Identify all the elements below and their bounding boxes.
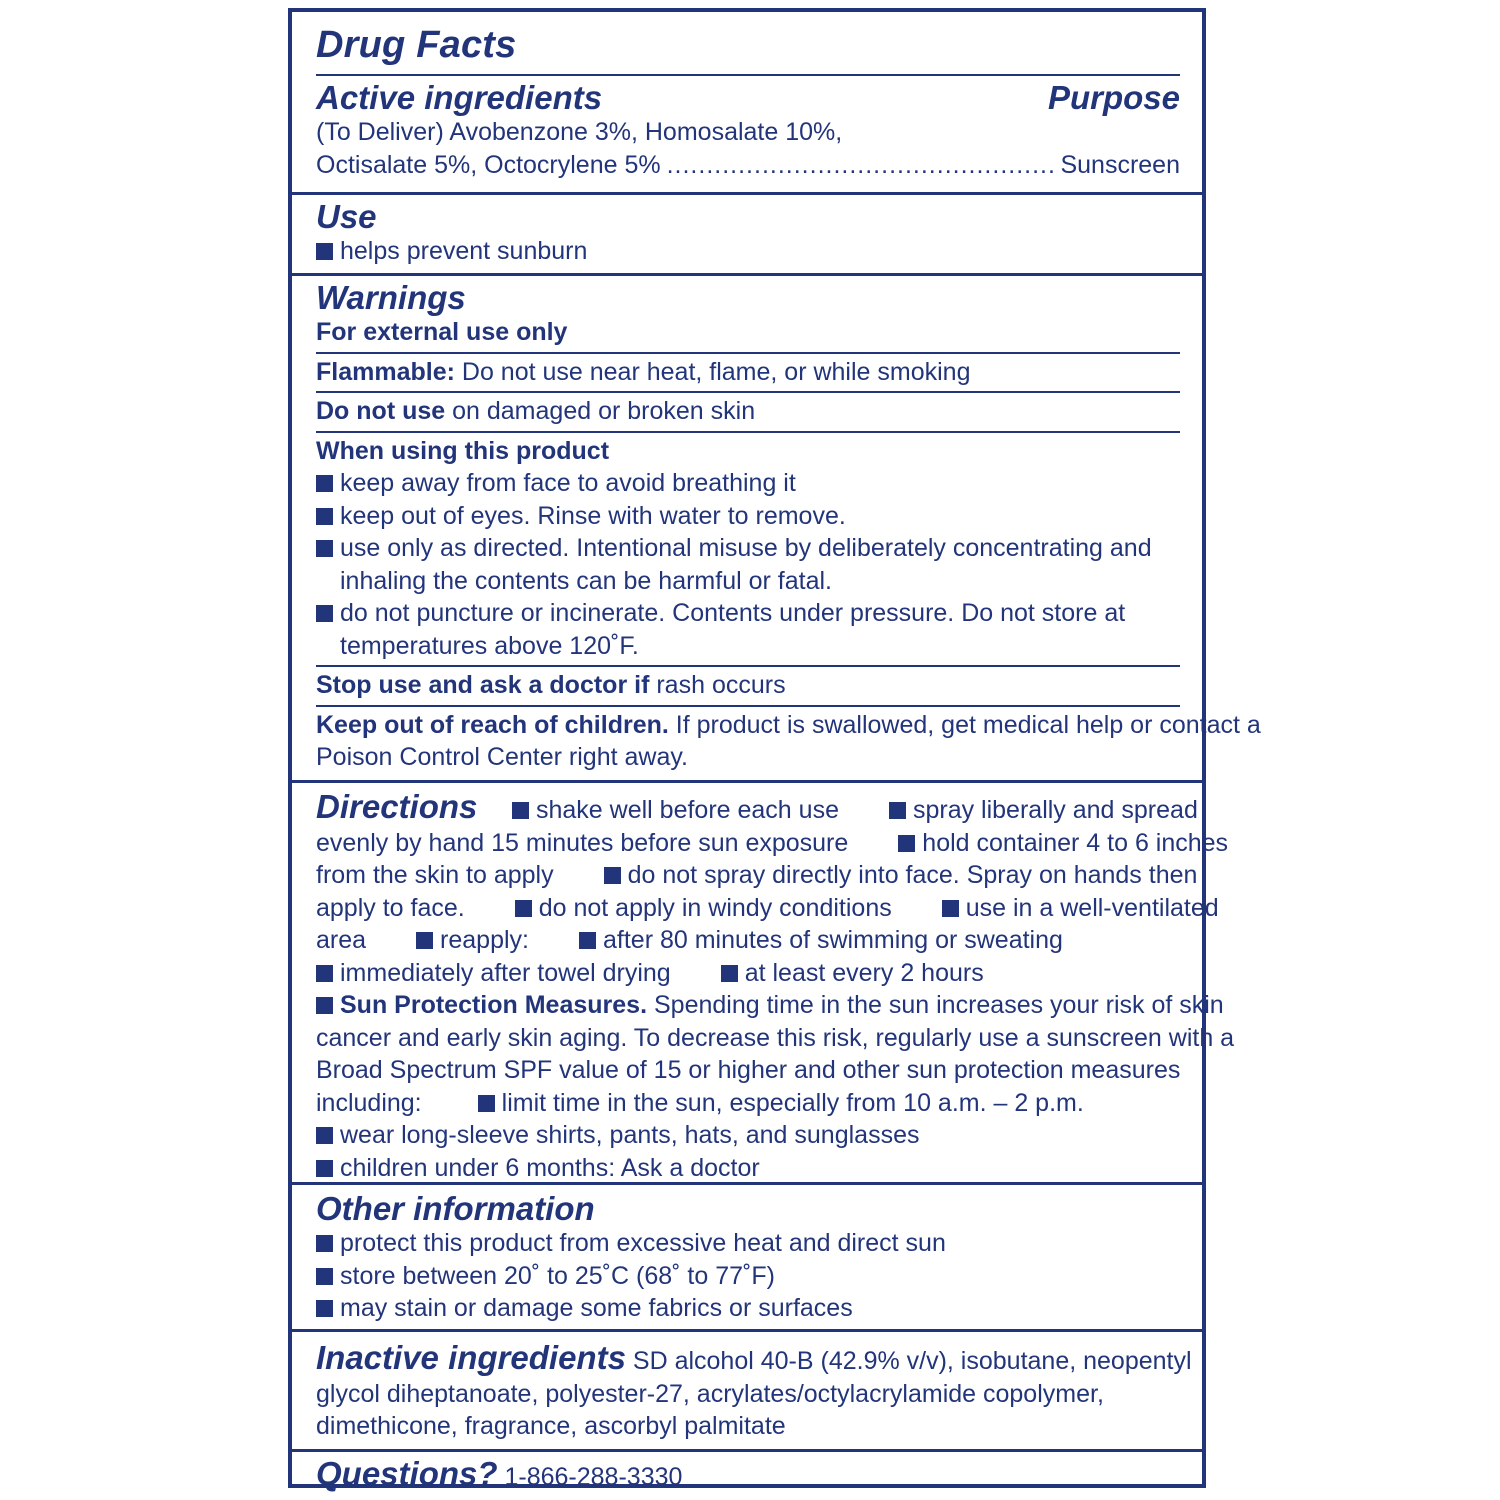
directions-line: Sun Protection Measures. Spending time in the sun increases your risk of skin (316, 989, 1180, 1022)
phone-number: 1-866-288-3330 (504, 1463, 683, 1491)
bullet-icon (316, 1160, 333, 1177)
directions-line: immediately after towel drying at least every 2 hours (316, 957, 1180, 990)
use-heading: Use (316, 198, 377, 235)
bullet-icon (316, 1127, 333, 1144)
bullet-icon (889, 802, 906, 819)
other-item: protect this product from excessive heat and direct sun (316, 1227, 1180, 1260)
when-using-item: keep away from face to avoid breathing it (316, 467, 1180, 500)
other-information-heading: Other information (316, 1190, 595, 1227)
active-line-1: (To Deliver) Avobenzone 3%, Homosalate 10%, (316, 118, 843, 146)
inactive-line-1: Inactive ingredients SD alcohol 40-B (42.9% v/v), isobutane, neopentyl (316, 1339, 1192, 1376)
directions-line: cancer and early skin aging. To decrease this risk, regularly use a sunscreen with a (316, 1023, 1235, 1052)
other-item: store between 20˚ to 25˚C (68˚ to 77˚F) (316, 1260, 1180, 1293)
use-item: helps prevent sunburn (316, 235, 1180, 268)
directions-line: wear long-sleeve shirts, pants, hats, and sunglasses (316, 1119, 1180, 1152)
questions-section (292, 1449, 1202, 1494)
directions-line: children under 6 months: Ask a doctor (316, 1152, 1180, 1185)
divider (316, 431, 1180, 433)
inactive-line-3: dimethicone, fragrance, ascorbyl palmitate (316, 1412, 786, 1440)
bullet-icon (316, 475, 333, 492)
warnings-section (292, 273, 1261, 774)
bullet-icon (721, 965, 738, 982)
directions-line: from the skin to apply do not spray directly into face. Spray on hands then (316, 861, 1198, 889)
bullet-icon (316, 1300, 333, 1317)
use-section (292, 192, 1202, 268)
inactive-ingredients-heading: Inactive ingredients (316, 1339, 626, 1376)
questions-line (316, 1456, 1180, 1494)
drug-facts-title: Drug Facts (316, 24, 517, 66)
directions-line: Broad Spectrum SPF value of 15 or higher and other sun protection measures (316, 1056, 1181, 1084)
divider (316, 391, 1180, 393)
when-using-item: do not puncture or incinerate. Contents under pressure. Do not store at (316, 597, 1180, 630)
keep-out-warning-cont: Poison Control Center right away. (316, 743, 688, 771)
bullet-icon (478, 1095, 495, 1112)
bullet-icon (316, 605, 333, 622)
other-item: may stain or damage some fabrics or surfaces (316, 1292, 1180, 1325)
active-ingredients-heading: Active ingredients (316, 79, 603, 116)
do-not-use-warning: Do not use on damaged or broken skin (316, 397, 756, 425)
active-line-2: Octisalate 5%, Octocrylene 5% (316, 150, 661, 179)
leader-dots (667, 149, 1055, 182)
when-using-item: keep out of eyes. Rinse with water to remove. (316, 500, 1180, 533)
bullet-icon (316, 243, 333, 260)
drug-facts-panel (288, 8, 1261, 1492)
bullet-icon (515, 900, 532, 917)
bullet-icon (579, 932, 596, 949)
directions-line: including: limit time in the sun, especially from 10 a.m. – 2 p.m. (316, 1088, 1084, 1117)
active-ingredients-section (292, 24, 1202, 181)
when-using-item-cont: inhaling the contents can be harmful or fatal. (340, 566, 832, 595)
directions-heading: Directions (316, 788, 478, 825)
directions-line: apply to face. do not apply in windy conditions use in a well-ventilated (316, 893, 1219, 922)
other-information-section (292, 1182, 1202, 1325)
flammable-warning: Flammable: Do not use near heat, flame, or while smoking (316, 357, 971, 386)
warnings-heading: Warnings (316, 279, 466, 316)
active-line-2-row (316, 149, 1180, 182)
stop-use-warning: Stop use and ask a doctor if rash occurs (316, 671, 786, 699)
directions-section (292, 780, 1235, 1184)
inactive-ingredients-section (292, 1329, 1202, 1443)
keep-out-warning: Keep out of reach of children. If product is swallowed, get medical help or contact a (316, 710, 1261, 739)
questions-heading: Questions? (316, 1455, 498, 1492)
inactive-line-2: glycol diheptanoate, polyester-27, acrylates/octylacrylamide copolymer, (316, 1379, 1104, 1408)
directions-line: evenly by hand 15 minutes before sun exposure hold container 4 to 6 inches (316, 828, 1229, 857)
bullet-icon (316, 1235, 333, 1252)
purpose-value: Sunscreen (1060, 150, 1180, 179)
bullet-icon (512, 802, 529, 819)
divider (316, 74, 1180, 76)
bullet-icon (316, 508, 333, 525)
external-use-text: For external use only (316, 318, 568, 346)
bullet-icon (898, 835, 915, 852)
bullet-icon (416, 932, 433, 949)
when-using-item: use only as directed. Intentional misuse by deliberately concentrating and (316, 532, 1180, 565)
when-using-item-cont: temperatures above 120˚F. (340, 631, 639, 660)
bullet-icon (316, 997, 333, 1014)
divider (316, 665, 1180, 667)
bullet-icon (604, 867, 621, 884)
when-using-heading: When using this product (316, 436, 610, 465)
bullet-icon (942, 900, 959, 917)
divider (316, 352, 1180, 354)
bullet-icon (316, 965, 333, 982)
directions-line: area reapply: after 80 minutes of swimming or sweating (316, 926, 1063, 954)
divider (316, 705, 1180, 707)
purpose-heading: Purpose (1047, 79, 1180, 116)
directions-line: Directions shake well before each use spray liberally and spread (316, 788, 1198, 825)
bullet-icon (316, 1268, 333, 1285)
bullet-icon (316, 540, 333, 557)
